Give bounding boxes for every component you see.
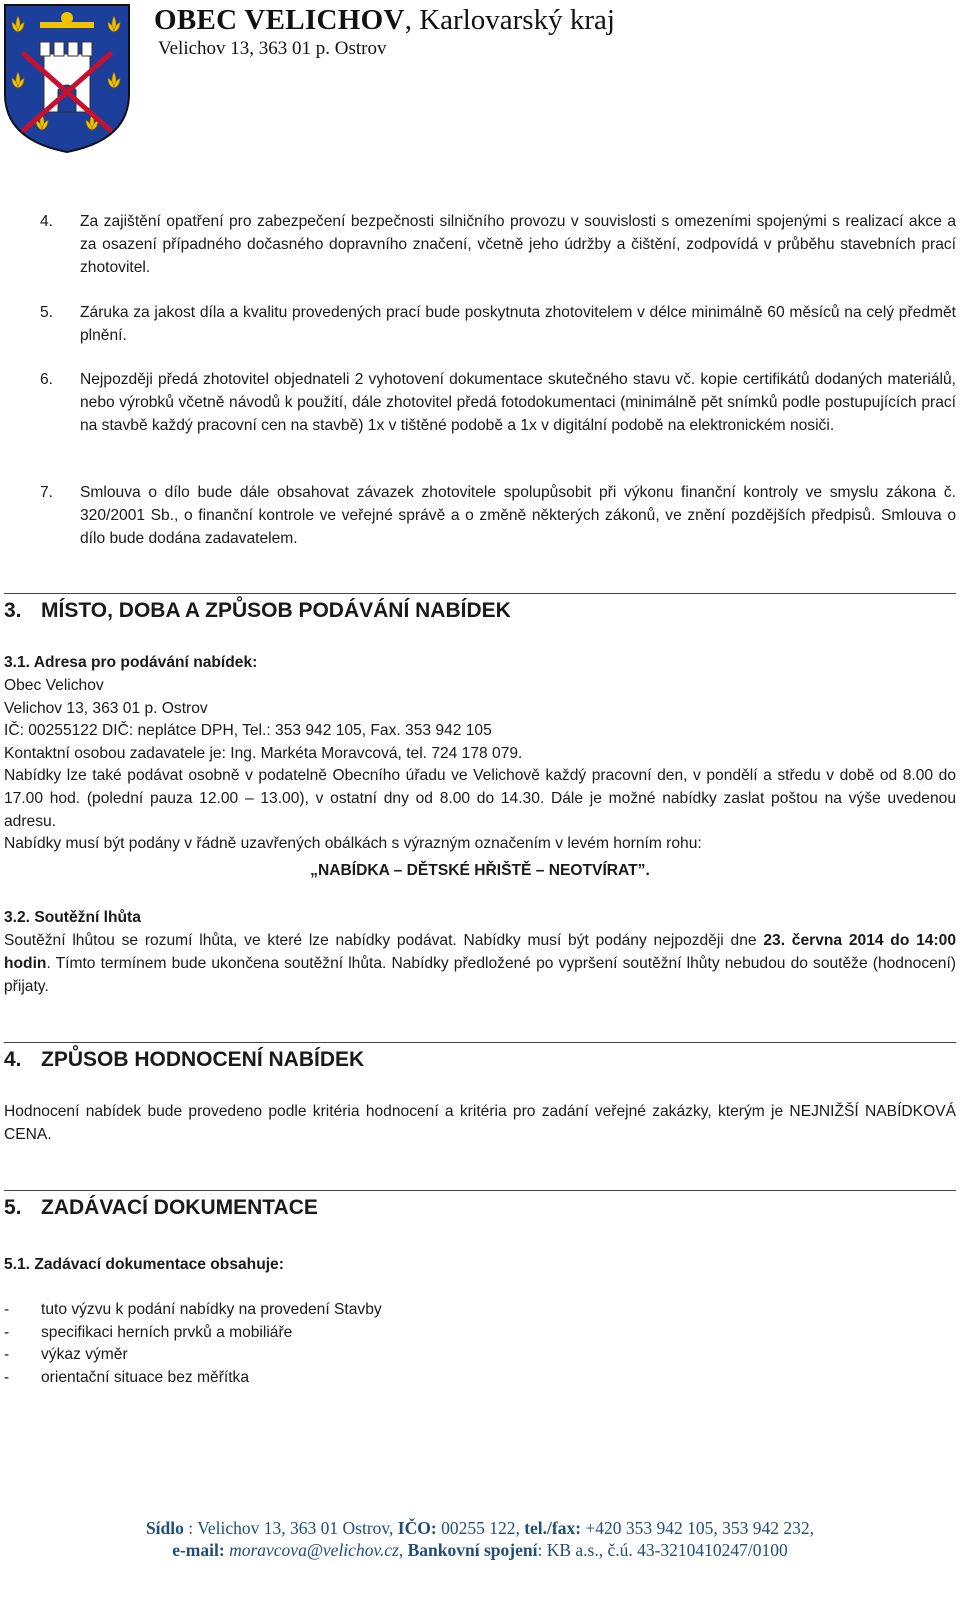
evaluation-paragraph: Hodnocení nabídek bude provedeno podle kritéria hodnocení a kritéria pro zadání veřejné zakázky, kterým je NEJNIŽŠÍ NABÍDKOVÁ CENA. [4,1103,956,1143]
footer-value: 00255 122, [436,1518,525,1538]
list-item-7 [40,481,956,550]
list-item-number: 5. [40,304,54,321]
list-item-5 [40,301,956,347]
footer-value: : Velichov 13, 363 01 Ostrov, [183,1518,398,1538]
bullet-text: specifikaci herních prvků a mobiliáře [41,1324,293,1341]
footer-value: : KB a.s., č.ú. 43-3210410247/0100 [537,1540,788,1560]
footer-value: +420 353 942 105, 353 942 232, [581,1518,815,1538]
municipal-coat-of-arms [2,2,132,154]
bullet-text: orientační situace bez měřítka [41,1369,250,1386]
list-item-6 [40,368,956,437]
municipality-name [154,4,615,37]
footer-email-link[interactable]: moravcova@velichov.cz [229,1540,399,1560]
list-item-text: Smlouva o dílo bude dále obsahovat závazek zhotovitele spolupůsobit při výkonu finanční kontroly ve smyslu zákona č. 320/2001 Sb., o finanční kontrole ve veřejné správě a o změně některých zákonů, ve znění pozdějších předpisů. Smlouva o dílo bude dodána zadavatelem. [80,484,956,547]
deadline-date: 23. června 2014 do 14:00 hodin [4,932,957,972]
footer-label: e-mail: [172,1540,225,1560]
envelope-marking: „NABÍDKA – DĚTSKÉ HŘIŠTĚ – NEOTVÍRAT”. [310,862,650,879]
section-4-heading [4,1048,364,1072]
bullet-item: - orientační situace bez měřítka [4,1369,250,1386]
section-divider [4,1042,956,1043]
section-title: MÍSTO, DOBA A ZPŮSOB PODÁVÁNÍ NABÍDEK [41,599,511,622]
footer-label: Sídlo [145,1518,184,1538]
list-item-text: Záruka za jakost díla a kvalitu provedených prací bude poskytnuta zhotovitelem v délce minimálně 60 měsíců na celý předmět plnění. [80,304,956,344]
footer-line-2 [0,1540,960,1561]
list-item-number: 4. [40,213,54,230]
section-title: ZADÁVACÍ DOKUMENTACE [41,1196,318,1219]
list-item-number: 7. [40,484,54,501]
list-item-number: 6. [40,371,54,388]
section-number: 3. [4,599,22,622]
envelope-instructions: Nabídky musí být podány v řádně uzavřených obálkách s výrazným označením v levém horním rohu: [4,835,702,852]
municipality-name-bold: OBEC VELICHOV [154,4,405,36]
subsection-3-2-heading: 3.2. Soutěžní lhůta [4,909,141,926]
bullet-item: - tuto výzvu k podání nabídky na provedení Stavby [4,1301,382,1318]
bullet-item: - specifikaci herních prvků a mobiliáře [4,1324,293,1341]
section-number: 4. [4,1048,22,1071]
municipality-address: Velichov 13, 363 01 p. Ostrov [158,38,387,59]
list-item-text: Za zajištění opatření pro zabezpečení bezpečnosti silničního provozu v souvislosti s omezeními spojenými s realizací akce a za osazení případného dočasného dopravního značení, včetně jeho údržby a čištění, zodpovídá v průběhu stavebních prací zhotovitel. [80,213,956,276]
bullet-text: tuto výzvu k podání nabídky na provedení Stavby [41,1301,382,1318]
footer-line-1 [0,1518,960,1539]
footer-label: IČO: [397,1518,437,1538]
address-line: Obec Velichov [4,677,104,694]
deadline-text-end: . Tímto termínem bude ukončena soutěžní lhůta. Nabídky předložené po vypršení soutěžní lhůty nebudou do soutěže (hodnocení) přijaty. [4,955,956,995]
office-hours-paragraph: Nabídky lze také podávat osobně v podatelně Obecního úřadu ve Velichově každý pracovní den, v pondělí a středu v době od 8.00 do 17.00 hod. (polední pauza 12.00 – 13.00), v ostatní dny od 8.00 do 14.30. Dále je možné nabídky zaslat poštou na výše uvedenou adresu. [4,767,956,830]
section-3-heading [4,599,511,623]
address-line: Velichov 13, 363 01 p. Ostrov [4,700,208,717]
bullet-text: výkaz výměr [41,1346,128,1363]
bullet-item: - výkaz výměr [4,1346,128,1363]
section-number: 5. [4,1196,22,1219]
list-item-4 [40,210,956,279]
list-item-text: Nejpozději předá zhotovitel objednateli 2 vyhotovení dokumentace skutečného stavu vč. kopie certifikátů dodaných materiálů, nebo výrobků včetně návodů k použití, dále zhotovitel předá fotodokumentaci (minimálně pět snímků podle postupujících prací na stavbě každý pracovní cen na stavbě) 1x v tištěné podobě a 1x v digitální podobě na elektronickém nosiči. [80,371,956,434]
footer-label: Bankovní spojení [407,1540,538,1560]
footer-label: tel./fax: [524,1518,582,1538]
deadline-text: Soutěžní lhůtou se rozumí lhůta, ve které lze nabídky podávat. Nabídky musí být podány nejpozději dne [4,932,764,949]
deadline-paragraph [4,929,956,998]
section-5-heading [4,1196,318,1220]
municipality-region: , Karlovarský kraj [404,4,615,36]
subsection-5-1-heading: 5.1. Zadávací dokumentace obsahuje: [4,1256,284,1273]
section-title: ZPŮSOB HODNOCENÍ NABÍDEK [41,1048,365,1071]
address-line: Kontaktní osobou zadavatele je: Ing. Markéta Moravcová, tel. 724 178 079. [4,745,523,762]
footer-separator: , [398,1540,408,1560]
section-divider [4,593,956,594]
subsection-3-1-heading: 3.1. Adresa pro podávání nabídek: [4,654,258,671]
address-line: IČ: 00255122 DIČ: neplátce DPH, Tel.: 353 942 105, Fax. 353 942 105 [4,722,492,739]
section-divider [4,1190,956,1191]
